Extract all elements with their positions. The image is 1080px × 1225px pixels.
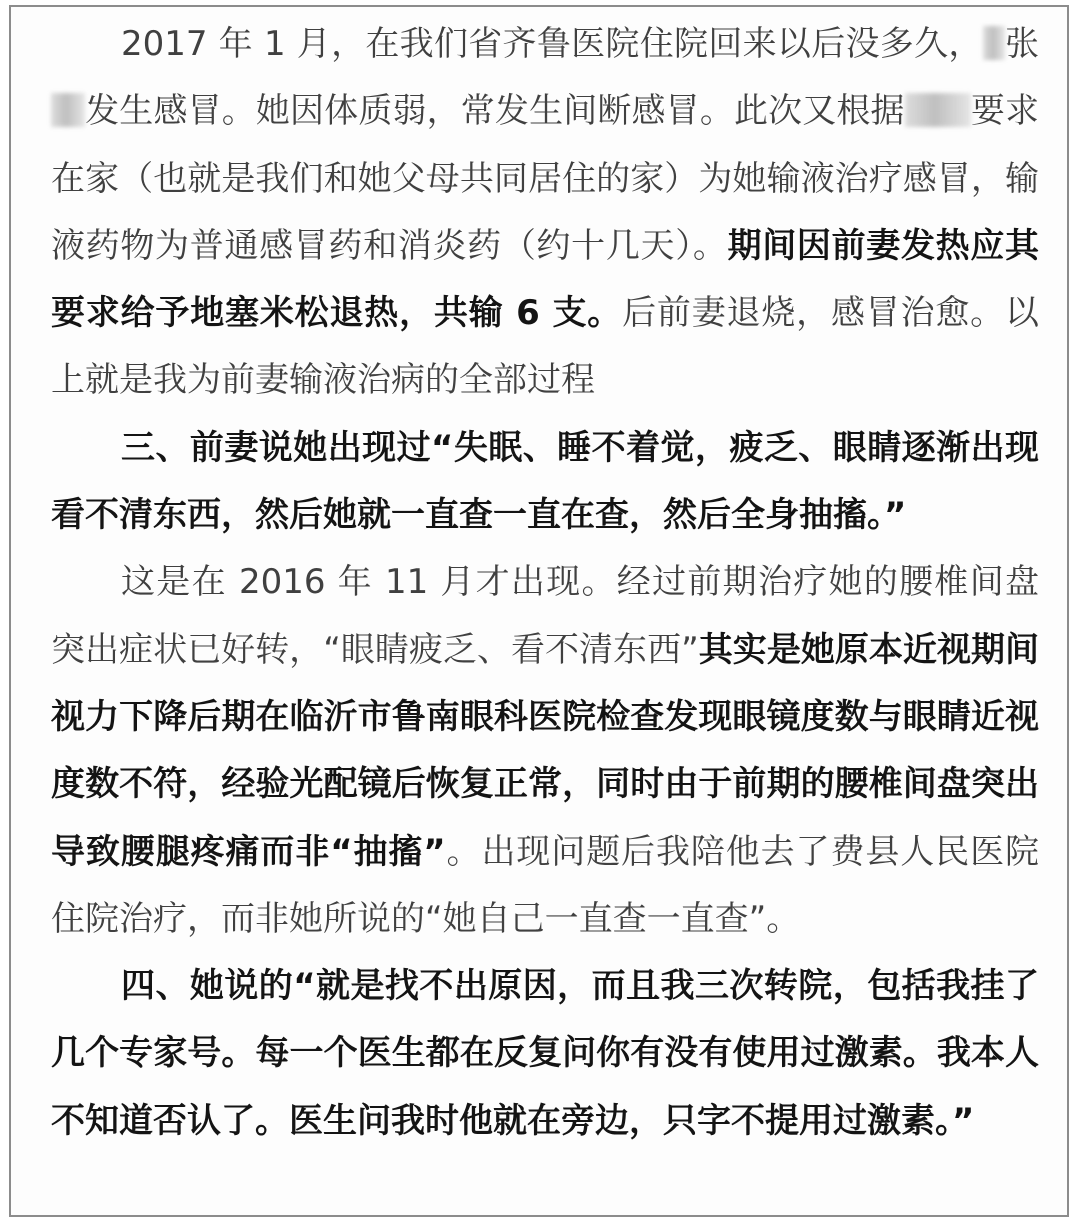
text-run: 发生感冒。她因体质弱，常发生间断感冒。此次又根据 (85, 91, 905, 132)
text-run: 要求在家（也就是我们和她父母共同居住的家）为她输液治疗感冒，输液药物为普通感冒药和消炎药（约十几天）。 (51, 91, 1039, 266)
text-run: 。出现问题后我陪他去了费县人民医院住院治疗，而非她所说的“她自己一直查一直查”。 (51, 831, 1039, 939)
paragraph-cold-treatment (51, 11, 1039, 415)
redacted-name (983, 26, 1005, 60)
redacted-name (905, 93, 971, 127)
bold-text-run: 四、她说的“就是找不出原因，而且我三次转院，包括我挂了几个专家号。每一个医生都在反复问你有没有使用过激素。我本人不知道否认了。医生问我时他就在旁边，只字不提用过激素。” (51, 966, 1039, 1141)
bold-text-run: 其实是她原本近视期间视力下降后期在临沂市鲁南眼科医院检查发现眼镜度数与眼睛近视度数不符，经验光配镜后恢复正常，同时由于前期的腰椎间盘突出导致腰腿疼痛而非“抽搐” (51, 629, 1039, 872)
paragraph-eye-explanation (51, 549, 1039, 953)
paragraph-section-three (51, 415, 1039, 550)
document-body (51, 11, 1039, 1155)
text-run: 张 (1004, 24, 1039, 64)
redacted-name (51, 93, 85, 127)
text-run: 这是在 2016 年 11 月才出现。经过前期治疗她的腰椎间盘突出症状已好转，“眼睛疲乏、看不清东西” (51, 562, 1039, 670)
bold-text-run: 期间因前妻发热应其要求给予地塞米松退热，共输 6 支。 (51, 225, 1040, 334)
document-frame (9, 5, 1069, 1217)
paragraph-section-four (51, 953, 1039, 1155)
text-run: 后前妻退烧，感冒治愈。以上就是我为前妻输液治病的全部过程 (51, 293, 1039, 401)
bold-text-run: 三、前妻说她出现过“失眠、睡不着觉，疲乏、眼睛逐渐出现看不清东西，然后她就一直查一直在查，然后全身抽搐。” (51, 427, 1039, 536)
text-run: 2017 年 1 月，在我们省齐鲁医院住院回来以后没多久， (121, 24, 983, 64)
